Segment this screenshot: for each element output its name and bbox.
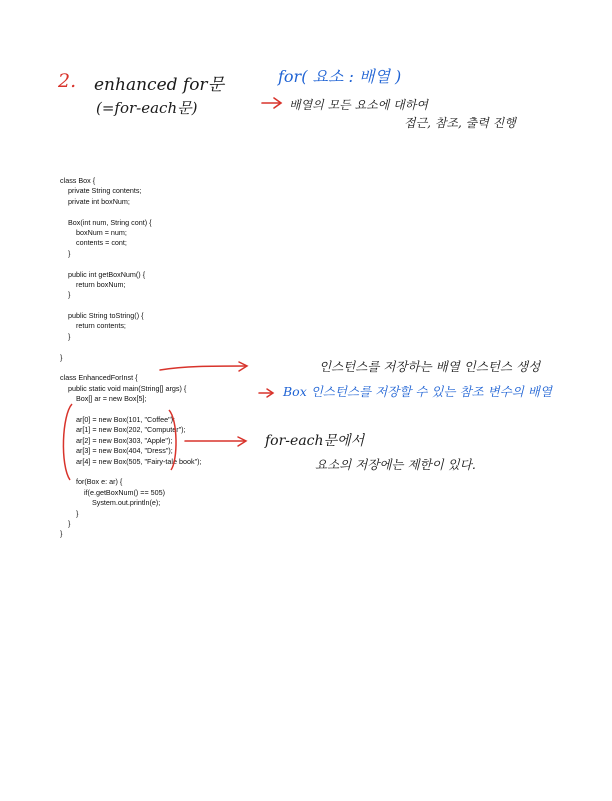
header-arrow-icon (262, 98, 281, 108)
code-line: class Box { (60, 176, 96, 185)
code-line: } (60, 248, 71, 258)
section-title: enhanced for문 (94, 75, 224, 95)
code-line: } (60, 331, 71, 341)
code-line: ar[3] = new Box(404, "Dress"); (60, 446, 173, 456)
code-line: if(e.getBoxNum() == 505) (60, 487, 166, 497)
code-line (60, 342, 202, 352)
code-line: } (60, 352, 63, 362)
code-line: return contents; (60, 321, 126, 331)
code-line: private String contents; (60, 186, 142, 196)
code-line (60, 301, 202, 311)
code-line: Box(int num, String cont) { (60, 217, 152, 227)
code-line: public String toString() { (60, 311, 144, 321)
note-foreach-restriction: 요소의 저장에는 제한이 있다. (315, 457, 476, 472)
code-line: } (60, 518, 71, 528)
code-line: ar[1] = new Box(202, "Computer"); (60, 425, 186, 435)
code-line: } (60, 290, 71, 300)
code-line: ar[4] = new Box(505, "Fairy-tale book"); (60, 456, 202, 466)
desc-line-1: 배열의 모든 요소에 대하여 (289, 98, 428, 112)
note-reference-array: Box 인스턴스를 저장할 수 있는 참조 변수의 배열 (283, 384, 552, 399)
section-number: 2. (58, 70, 77, 92)
code-line: ar[0] = new Box(101, "Coffee"); (60, 414, 176, 424)
code-line: System.out.println(e); (60, 498, 161, 508)
code-line: private int boxNum; (60, 196, 130, 206)
code-line: class EnhancedForInst { (60, 373, 138, 383)
foreach-syntax: for( 요소 : 배열 ) (278, 67, 402, 86)
code-line: boxNum = num; (60, 227, 127, 237)
code-line: return boxNum; (60, 279, 126, 289)
code-line: ar[2] = new Box(303, "Apple"); (60, 435, 173, 445)
code-line (60, 405, 202, 415)
code-line: Box[] ar = new Box[5]; (60, 394, 147, 404)
code-line: public static void main(String[] args) { (60, 383, 187, 393)
code-line: for(Box e: ar) { (60, 477, 123, 487)
code-line: } (60, 508, 79, 518)
code-line: } (60, 529, 63, 539)
code-line: contents = cont; (60, 238, 127, 248)
code-listing (60, 176, 202, 540)
note-foreach-title: for-each문에서 (265, 433, 365, 449)
note-instance-array: 인스턴스를 저장하는 배열 인스턴스 생성 (319, 359, 541, 374)
code-line (60, 259, 202, 269)
code-line (60, 467, 202, 477)
section-alias: (=for-each문) (96, 99, 198, 117)
code-line (60, 363, 202, 373)
code-line: public int getBoxNum() { (60, 269, 146, 279)
reference-arrow-icon (259, 389, 273, 397)
desc-line-2: 접근, 참조, 출력 진행 (404, 116, 516, 130)
code-line (60, 207, 202, 217)
